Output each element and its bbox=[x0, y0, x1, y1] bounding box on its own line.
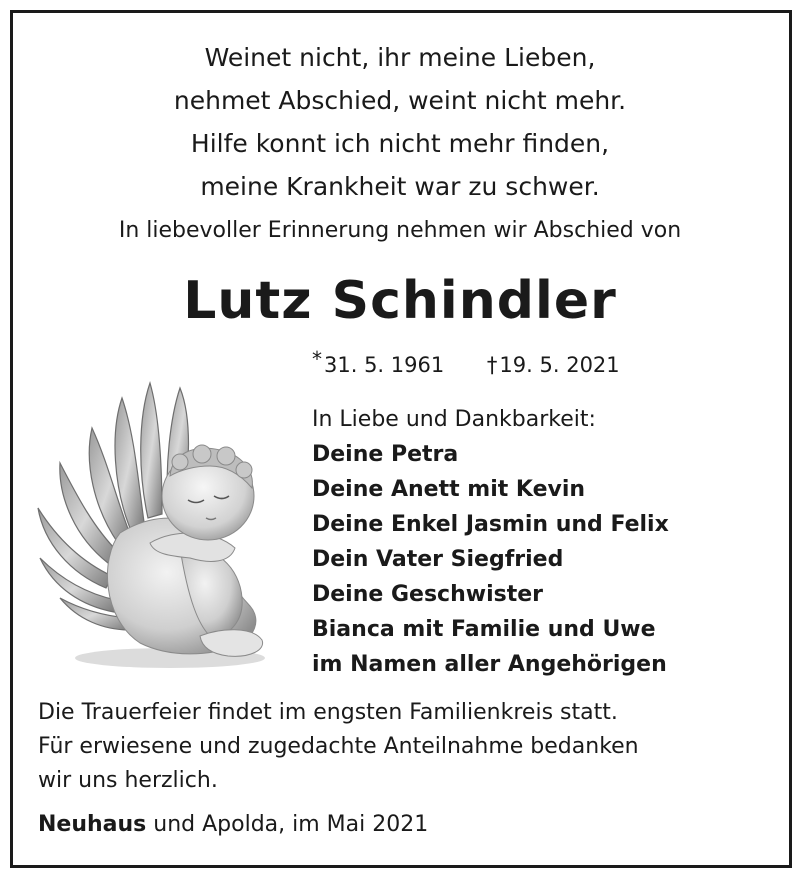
place-date-line bbox=[38, 808, 428, 842]
notice-line: Für erwiesene und zugedachte Anteilnahme bedanken bbox=[38, 734, 639, 759]
mourner-line: Bianca mit Familie und Uwe bbox=[312, 617, 656, 642]
mourner-line: Deine Petra bbox=[312, 442, 459, 467]
notice-line: wir uns herzlich. bbox=[38, 768, 218, 793]
mourner-line: Deine Anett mit Kevin bbox=[312, 477, 586, 502]
poem-line: Weinet nicht, ihr meine Lieben, bbox=[204, 43, 596, 72]
mourner-line: Dein Vater Siegfried bbox=[312, 547, 564, 572]
mourner-line: im Namen aller Angehörigen bbox=[312, 652, 667, 677]
angel-body bbox=[107, 518, 262, 656]
mourner-line: Deine Enkel Jasmin und Felix bbox=[312, 512, 669, 537]
birth-symbol: * bbox=[312, 347, 322, 371]
poem-line: meine Krankheit war zu schwer. bbox=[200, 172, 600, 201]
place-rest: und Apolda, im Mai 2021 bbox=[153, 812, 429, 837]
life-dates bbox=[312, 347, 620, 380]
poem bbox=[0, 36, 800, 208]
place-name: Neuhaus bbox=[38, 812, 147, 837]
birth-date: 31. 5. 1961 bbox=[324, 353, 445, 377]
poem-line: nehmet Abschied, weint nicht mehr. bbox=[173, 86, 627, 115]
funeral-notice bbox=[38, 696, 778, 798]
poem-line: Hilfe konnt ich nicht mehr finden, bbox=[190, 129, 610, 158]
notice-line: Die Trauerfeier findet im engsten Familienkreis statt. bbox=[38, 700, 618, 725]
mourners-list bbox=[312, 402, 669, 682]
death-date: 19. 5. 2021 bbox=[499, 353, 620, 377]
birth-date-group bbox=[312, 347, 445, 380]
death-date-group bbox=[487, 350, 620, 380]
angel-statue-icon bbox=[30, 358, 272, 670]
deceased-name: Lutz Schindler bbox=[183, 271, 617, 331]
angel-head bbox=[162, 445, 254, 540]
intro-text: In liebevoller Erinnerung nehmen wir Abschied von bbox=[118, 218, 682, 243]
mourners-heading: In Liebe und Dankbarkeit: bbox=[312, 407, 596, 432]
death-symbol: † bbox=[486, 353, 498, 377]
mourner-line: Deine Geschwister bbox=[312, 582, 543, 607]
